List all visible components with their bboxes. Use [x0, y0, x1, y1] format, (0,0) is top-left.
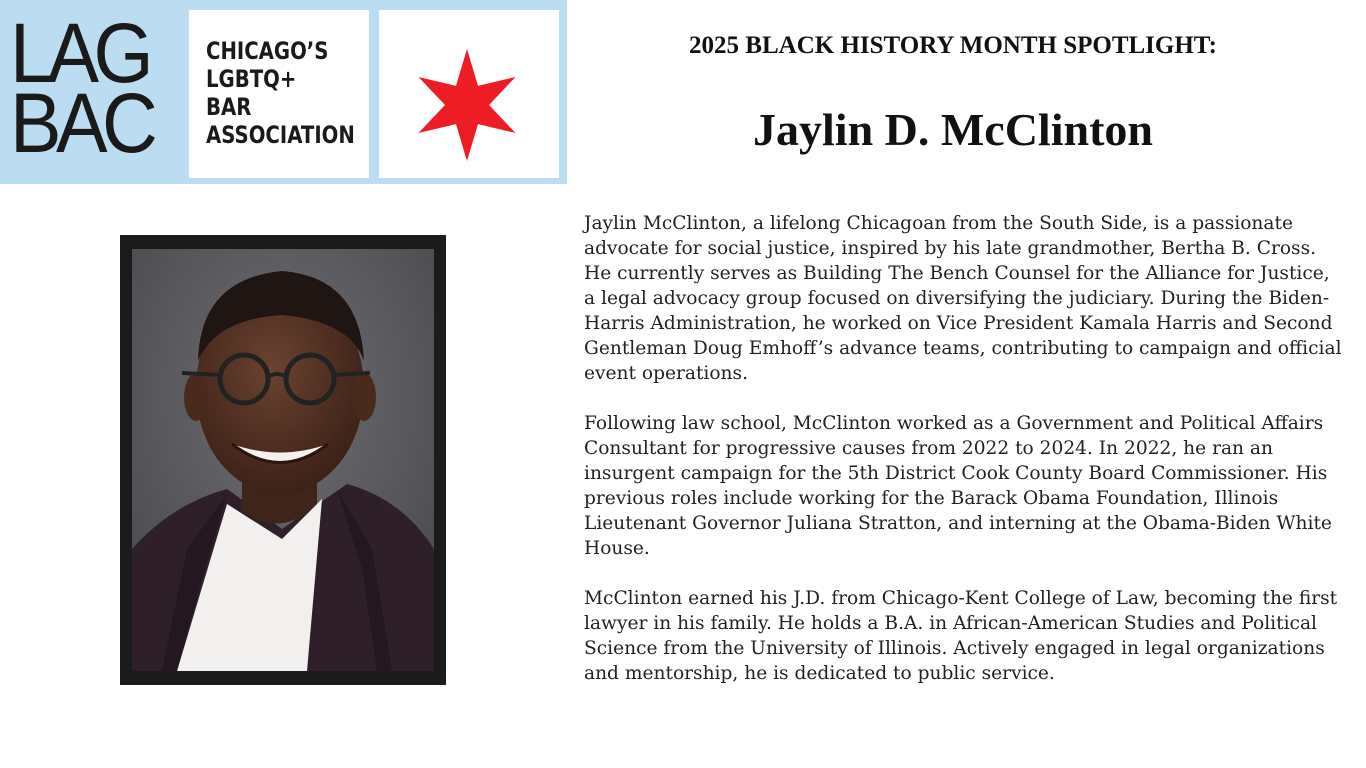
wordmark-line-2: BAC — [10, 76, 153, 170]
org-name-line: LGBTQ+ — [206, 65, 297, 93]
bio-paragraph: Following law school, McClinton worked as a Government and Political Affairs Consultant for progressive causes from 2022 to 2024. In 2022, he ran an insurgent campaign for the 5th District Cook County Board Commissioner. His previous roles include working for the Barack Obama Foundation, Illinois Lieutenant Governor Juliana Stratton, and interning at the Obama-Biden White House. — [584, 413, 1332, 559]
organization-name-box — [189, 10, 369, 178]
spotlight-kicker: 2025 BLACK HISTORY MONTH SPOTLIGHT: — [689, 32, 1217, 59]
organization-name — [206, 37, 355, 149]
logo-banner — [0, 0, 567, 184]
honoree-name: Jaylin D. McClinton — [753, 104, 1153, 155]
portrait-frame — [120, 235, 446, 685]
bio-paragraph: Jaylin McClinton, a lifelong Chicagoan from the South Side, is a passionate advocate for social justice, inspired by his late grandmother, Bertha B. Cross. He currently serves as Building The Bench Counsel for the Alliance for Justice, a legal advocacy group focused on diversifying the judiciary. During the Biden-Harris Administration, he worked on Vice President Kamala Harris and Second Gentleman Doug Emhoff’s advance teams, contributing to campaign and official event operations. — [584, 213, 1342, 384]
chicago-star-box — [379, 10, 559, 178]
chicago-star-icon — [379, 10, 559, 178]
org-name-line: ASSOCIATION — [206, 121, 355, 149]
biography — [584, 211, 1344, 711]
bio-paragraph: McClinton earned his J.D. from Chicago-Kent College of Law, becoming the first lawyer in his family. He holds a B.A. in African-American Studies and Political Science from the University of Illinois. Actively engaged in legal organizations and mentorship, he is dedicated to public service. — [584, 588, 1338, 684]
portrait-photo-icon — [132, 249, 434, 671]
wordmark-line-1: LAG — [10, 6, 149, 100]
org-name-line: CHICAGO’S — [206, 37, 329, 65]
org-name-line: BAR — [206, 93, 252, 121]
lagbac-wordmark — [10, 6, 170, 170]
